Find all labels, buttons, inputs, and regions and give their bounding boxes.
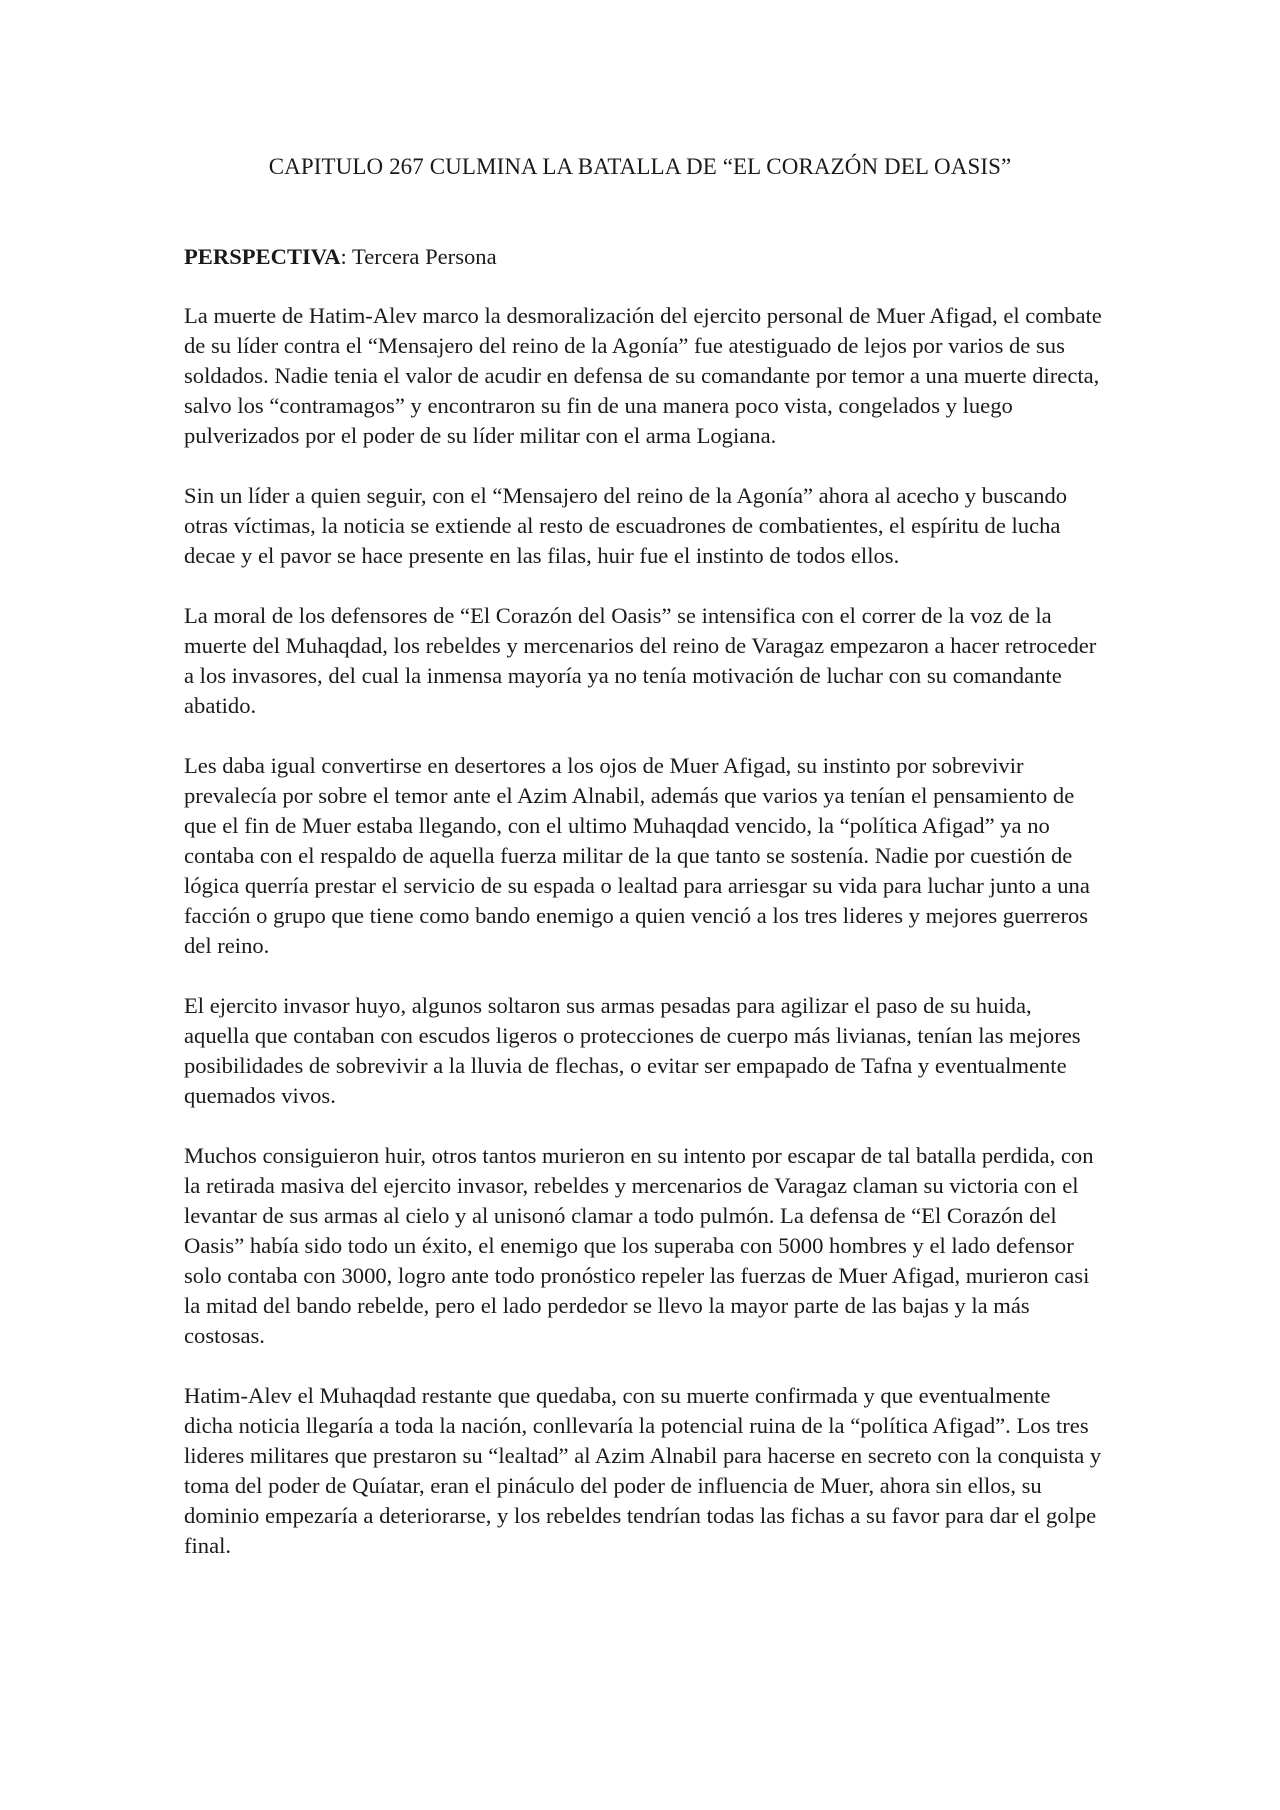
paragraph: La muerte de Hatim-Alev marco la desmoralización del ejercito personal de Muer Afigad, el combate de su líder contra el “Mensajero del reino de la Agonía” fue atestiguado de lejos por varios de sus soldados. Nadie tenia el valor de acudir en defensa de su comandante por temor a una muerte directa, salvo los “contramagos” y encontraron su fin de una manera poco vista, congelados y luego pulverizados por el poder de su líder militar con el arma Logiana. xyxy=(184,303,1102,448)
perspective-value: : Tercera Persona xyxy=(340,244,497,269)
paragraph: El ejercito invasor huyo, algunos soltaron sus armas pesadas para agilizar el paso de su huida, aquella que contaban con escudos ligeros o protecciones de cuerpo más livianas, tenían las mejores posibilidades de sobrevivir a la lluvia de flechas, o evitar ser empapado de Tafna y eventualmente quemados vivos. xyxy=(184,993,1081,1108)
document-body xyxy=(184,242,1102,1591)
perspective-line xyxy=(184,242,1102,272)
paragraph: Sin un líder a quien seguir, con el “Mensajero del reino de la Agonía” ahora al acecho y buscando otras víctimas, la noticia se extiende al resto de escuadrones de combatientes, el espíritu de lucha decae y el pavor se hace presente en las filas, huir fue el instinto de todos ellos. xyxy=(184,483,1068,568)
paragraph: Muchos consiguieron huir, otros tantos murieron en su intento por escapar de tal batalla perdida, con la retirada masiva del ejercito invasor, rebeldes y mercenarios de Varagaz claman su victoria con el levantar de sus armas al cielo y al unisonó clamar a todo pulmón. La defensa de “El Corazón del Oasis” había sido todo un éxito, el enemigo que los superaba con 5000 hombres y el lado defensor solo contaba con 3000, logro ante todo pronóstico repeler las fuerzas de Muer Afigad, murieron casi la mitad del bando rebelde, pero el lado perdedor se llevo la mayor parte de las bajas y la más costosas. xyxy=(184,1143,1094,1348)
paragraph: La moral de los defensores de “El Corazón del Oasis” se intensifica con el correr de la voz de la muerte del Muhaqdad, los rebeldes y mercenarios del reino de Varagaz empezaron a hacer retroceder a los invasores, del cual la inmensa mayoría ya no tenía motivación de luchar con su comandante abatido. xyxy=(184,603,1097,718)
chapter-title: CAPITULO 267 CULMINA LA BATALLA DE “EL CORAZÓN DEL OASIS” xyxy=(268,154,1012,179)
perspective-label: PERSPECTIVA xyxy=(184,244,341,269)
paragraph: Les daba igual convertirse en desertores a los ojos de Muer Afigad, su instinto por sobrevivir prevalecía por sobre el temor ante el Azim Alnabil, además que varios ya tenían el pensamiento de que el fin de Muer estaba llegando, con el ultimo Muhaqdad vencido, la “política Afigad” ya no contaba con el respaldo de aquella fuerza militar de la que tanto se sostenía. Nadie por cuestión de lógica querría prestar el servicio de su espada o lealtad para arriesgar su vida para luchar junto a una facción o grupo que tiene como bando enemigo a quien venció a los tres lideres y mejores guerreros del reino. xyxy=(184,753,1090,958)
paragraph: Hatim-Alev el Muhaqdad restante que quedaba, con su muerte confirmada y que eventualmente dicha noticia llegaría a toda la nación, conllevaría la potencial ruina de la “política Afigad”. Los tres lideres militares que prestaron su “lealtad” al Azim Alnabil para hacerse en secreto con la conquista y toma del poder de Quíatar, eran el pináculo del poder de influencia de Muer, ahora sin ellos, su dominio empezaría a deteriorarse, y los rebeldes tendrían todas las fichas a su favor para dar el golpe final. xyxy=(184,1383,1102,1558)
